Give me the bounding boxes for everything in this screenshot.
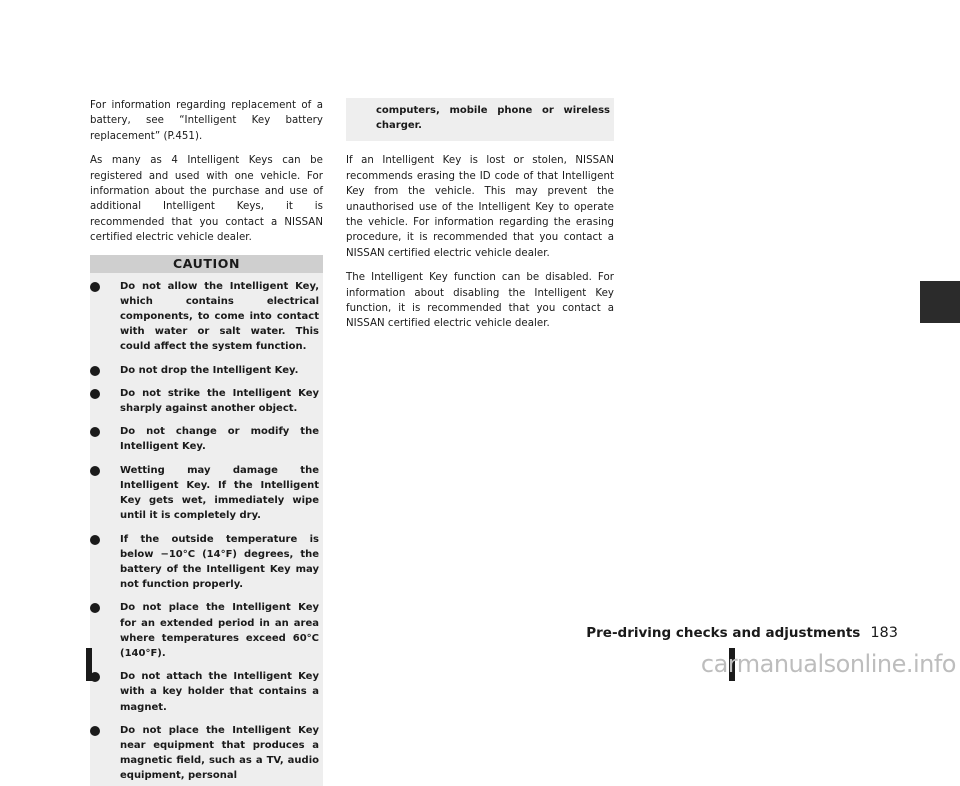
crop-mark [86, 648, 92, 681]
caution-item: Do not change or modify the Intelligent Key. [90, 424, 319, 454]
bullet-icon [90, 427, 100, 437]
bullet-icon [90, 466, 100, 476]
caution-item: Do not place the Intelligent Key for an extended period in an area where temperatures exceed 60°C (140°F). [90, 600, 319, 661]
caution-item: Do not drop the Intelligent Key. [90, 363, 319, 378]
bullet-icon [90, 535, 100, 545]
caution-continued: computers, mobile phone or wireless charger. [346, 98, 614, 141]
caution-box [90, 255, 323, 786]
lost-key-paragraph: If an Intelligent Key is lost or stolen, NISSAN recommends erasing the ID code of that Intelligent Key from the vehicle. This may prevent the unauthorised use of the Intelligent Key to operate the vehicle. For information regarding the erasing procedure, it is recommended that you contact a NISSAN certified electric vehicle dealer. [346, 155, 614, 259]
caution-list [90, 273, 323, 784]
bullet-icon [90, 282, 100, 292]
right-column [346, 98, 614, 341]
caution-item: If the outside temperature is below −10°C (14°F) degrees, the battery of the Intelligent Key may not function properly. [90, 532, 319, 593]
footer-section-title: Pre-driving checks and adjustments [586, 625, 861, 641]
battery-replacement-paragraph: For information regarding replacement of a battery, see “Intelligent Key battery replacement” (P.451). [90, 100, 323, 142]
page-footer [586, 625, 898, 641]
page-number: 183 [870, 625, 898, 641]
section-thumb-tab [920, 281, 960, 323]
bullet-icon [90, 726, 100, 736]
caution-item: Do not attach the Intelligent Key with a key holder that contains a magnet. [90, 669, 319, 715]
bullet-icon [90, 389, 100, 399]
disable-key-paragraph: The Intelligent Key function can be disabled. For information about disabling the Intelligent Key function, it is recommended that you contact a NISSAN certified electric vehicle dealer. [346, 272, 614, 330]
left-column [90, 98, 323, 786]
caution-item: Wetting may damage the Intelligent Key. If the Intelligent Key gets wet, immediately wipe until it is completely dry. [90, 463, 319, 524]
caution-item: Do not strike the Intelligent Key sharply against another object. [90, 386, 319, 416]
caution-title: CAUTION [90, 255, 323, 273]
registration-paragraph: As many as 4 Intelligent Keys can be registered and used with one vehicle. For information about the purchase and use of additional Intelligent Keys, it is recommended that you contact a NISSAN certified electric vehicle dealer. [90, 155, 323, 244]
bullet-icon [90, 603, 100, 613]
bullet-icon [90, 366, 100, 376]
watermark: carmanualsonline.info [700, 650, 956, 678]
caution-item: Do not place the Intelligent Key near equipment that produces a magnetic field, such as a TV, audio equipment, personal [90, 723, 319, 784]
caution-item: Do not allow the Intelligent Key, which contains electrical components, to come into contact with water or salt water. This could affect the system function. [90, 279, 319, 355]
